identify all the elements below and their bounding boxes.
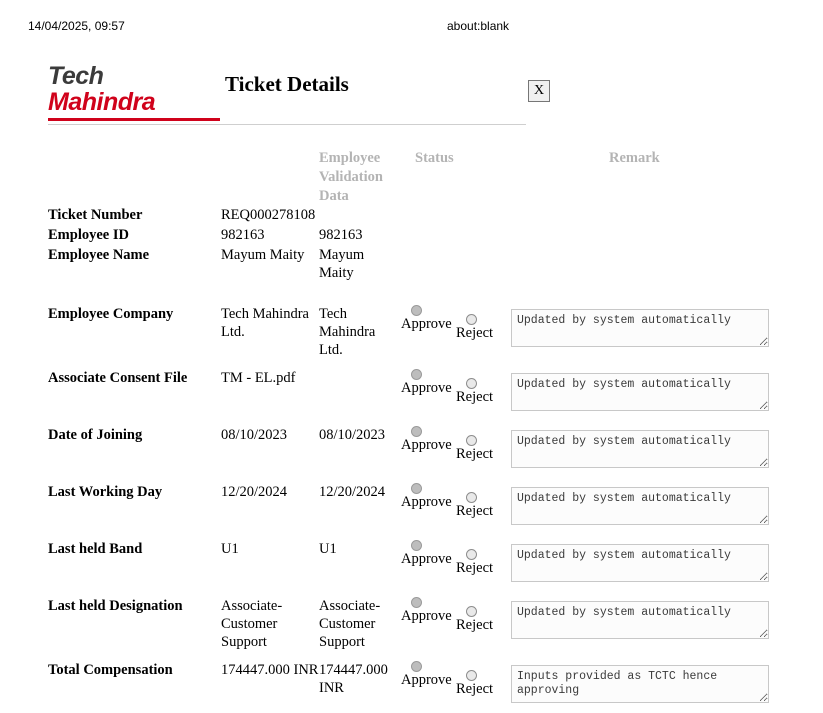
ticket-details-page	[48, 58, 788, 713]
table-row	[48, 246, 788, 284]
table-row	[48, 206, 788, 226]
row-remark-cell	[511, 364, 788, 421]
row-employee-value: Mayum Maity	[319, 247, 365, 281]
approve-radio-option[interactable]	[401, 300, 456, 364]
reject-radio-icon[interactable]	[466, 435, 477, 446]
reject-radio-option[interactable]	[456, 478, 511, 535]
approve-radio-icon[interactable]	[411, 661, 422, 672]
approve-radio-option[interactable]	[401, 364, 456, 421]
reject-radio-option[interactable]	[456, 592, 511, 656]
row-value: TM - EL.pdf	[221, 370, 296, 386]
spacer-cell	[48, 284, 788, 300]
row-remark-cell	[511, 478, 788, 535]
row-employee-value: 12/20/2024	[319, 484, 386, 500]
row-label: Total Compensation	[48, 662, 173, 678]
remark-textarea[interactable]	[511, 309, 769, 347]
spacer-row	[48, 284, 788, 300]
print-url: about:blank	[447, 19, 510, 33]
row-value: Mayum Maity	[221, 247, 305, 263]
approve-label: Approve	[401, 380, 452, 396]
approve-label: Approve	[401, 494, 452, 510]
row-employee-value: 174447.000 INR	[319, 662, 388, 696]
table-row	[48, 656, 788, 713]
row-value: Associate-Customer Support	[221, 598, 283, 650]
reject-radio-icon[interactable]	[466, 378, 477, 389]
approve-radio-icon[interactable]	[411, 483, 422, 494]
close-button[interactable]: X	[528, 80, 550, 102]
row-value: 12/20/2024	[221, 484, 288, 500]
approve-radio-icon[interactable]	[411, 305, 422, 316]
row-reject-cell	[456, 246, 511, 284]
column-header-employee-validation-data: Employee Validation Data	[319, 150, 383, 204]
row-label: Employee Company	[48, 306, 174, 322]
row-value: 174447.000 INR	[221, 662, 319, 678]
reject-label: Reject	[456, 617, 494, 633]
row-value: 08/10/2023	[221, 427, 288, 443]
logo-text-tech: Tech	[48, 62, 104, 90]
tech-mahindra-logo	[48, 64, 220, 121]
table-row	[48, 300, 788, 364]
approve-radio-icon[interactable]	[411, 369, 422, 380]
reject-radio-icon[interactable]	[466, 492, 477, 503]
reject-radio-option[interactable]	[456, 656, 511, 713]
approve-label: Approve	[401, 551, 452, 567]
remark-textarea[interactable]	[511, 430, 769, 468]
row-approve-cell	[401, 246, 456, 284]
remark-textarea[interactable]	[511, 665, 769, 703]
row-employee-value	[319, 206, 401, 226]
row-value: U1	[221, 541, 239, 557]
row-label: Associate Consent File	[48, 370, 188, 386]
reject-label: Reject	[456, 681, 494, 697]
approve-radio-option[interactable]	[401, 535, 456, 592]
reject-label: Reject	[456, 446, 494, 462]
row-value: 982163	[221, 227, 265, 243]
column-header-label	[48, 149, 221, 206]
row-approve-cell	[401, 206, 456, 226]
remark-textarea[interactable]	[511, 544, 769, 582]
remark-textarea[interactable]	[511, 601, 769, 639]
row-employee-value: 982163	[319, 227, 363, 243]
reject-label: Reject	[456, 503, 494, 519]
logo-underline	[48, 118, 220, 121]
table-row	[48, 226, 788, 246]
page-header	[48, 58, 545, 125]
row-remark-cell	[511, 535, 788, 592]
row-value: REQ000278108	[221, 207, 316, 223]
row-approve-cell	[401, 226, 456, 246]
table-body	[48, 206, 788, 713]
row-label: Last Working Day	[48, 484, 163, 500]
row-label: Last held Band	[48, 541, 143, 557]
row-label: Last held Designation	[48, 598, 183, 614]
row-employee-value: Tech Mahindra Ltd.	[319, 306, 376, 358]
reject-radio-icon[interactable]	[466, 549, 477, 560]
reject-radio-icon[interactable]	[466, 606, 477, 617]
reject-radio-option[interactable]	[456, 421, 511, 478]
approve-radio-icon[interactable]	[411, 597, 422, 608]
row-remark-cell	[511, 592, 788, 656]
row-remark-cell	[511, 206, 788, 226]
print-date: 14/04/2025, 09:57	[28, 19, 125, 33]
column-header-remark: Remark	[609, 150, 660, 166]
approve-radio-option[interactable]	[401, 478, 456, 535]
reject-radio-icon[interactable]	[466, 670, 477, 681]
row-label: Employee ID	[48, 227, 129, 243]
reject-radio-option[interactable]	[456, 535, 511, 592]
table-row	[48, 478, 788, 535]
print-header	[0, 19, 823, 35]
table-header-row	[48, 149, 788, 206]
table-row	[48, 592, 788, 656]
row-employee-value: 08/10/2023	[319, 427, 386, 443]
page-title: Ticket Details	[225, 72, 349, 96]
approve-label: Approve	[401, 608, 452, 624]
row-remark-cell	[511, 421, 788, 478]
table-row	[48, 364, 788, 421]
row-employee-value	[319, 364, 401, 421]
table-row	[48, 421, 788, 478]
approve-radio-option[interactable]	[401, 421, 456, 478]
approve-radio-option[interactable]	[401, 656, 456, 713]
reject-radio-option[interactable]	[456, 300, 511, 364]
row-label: Date of Joining	[48, 427, 143, 443]
remark-textarea[interactable]	[511, 373, 769, 411]
reject-radio-option[interactable]	[456, 364, 511, 421]
row-employee-value: Associate-Customer Support	[319, 598, 381, 650]
ticket-details-table	[48, 149, 788, 713]
table-row	[48, 535, 788, 592]
logo-text-mahindra: Mahindra	[48, 88, 156, 116]
reject-label: Reject	[456, 389, 494, 405]
approve-radio-icon[interactable]	[411, 426, 422, 437]
reject-label: Reject	[456, 325, 494, 341]
row-remark-cell	[511, 300, 788, 364]
approve-label: Approve	[401, 672, 452, 688]
row-remark-cell	[511, 656, 788, 713]
row-employee-value: U1	[319, 541, 337, 557]
reject-radio-icon[interactable]	[466, 314, 477, 325]
approve-label: Approve	[401, 316, 452, 332]
remark-textarea[interactable]	[511, 487, 769, 525]
row-label: Ticket Number	[48, 207, 143, 223]
row-reject-cell	[456, 226, 511, 246]
column-header-status: Status	[415, 150, 454, 166]
row-label: Employee Name	[48, 247, 150, 263]
row-reject-cell	[456, 206, 511, 226]
row-value: Tech Mahindra Ltd.	[221, 306, 309, 340]
column-header-value	[221, 149, 319, 206]
row-remark-cell	[511, 246, 788, 284]
approve-label: Approve	[401, 437, 452, 453]
reject-label: Reject	[456, 560, 494, 576]
approve-radio-icon[interactable]	[411, 540, 422, 551]
approve-radio-option[interactable]	[401, 592, 456, 656]
row-remark-cell	[511, 226, 788, 246]
